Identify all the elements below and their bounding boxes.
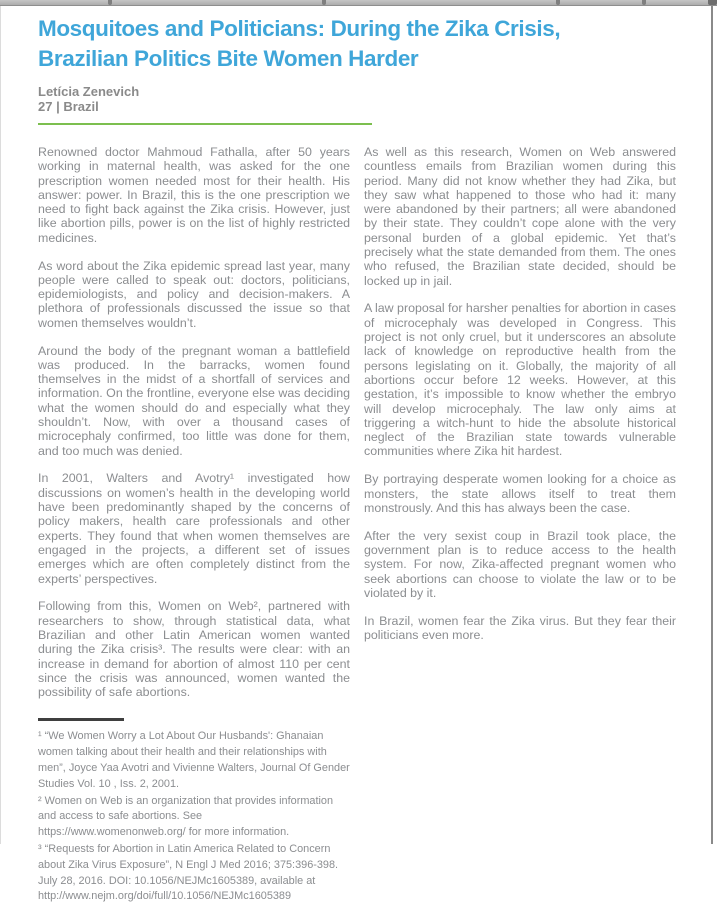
window-right-border — [711, 5, 713, 844]
article-columns — [38, 145, 676, 906]
column-left — [38, 145, 350, 906]
page-title-line2: Brazilian Politics Bite Women Harder — [38, 46, 419, 71]
page-title-line1: Mosquitoes and Politicians: During the Zika Crisis, — [38, 16, 561, 41]
paragraph: As word about the Zika epidemic spread last year, many people were called to speak out: doctors, politicians, epidemiologists, and policy and decision-makers. A plethora of professionals discussed the issue so that women themselves wouldn’t. — [38, 258, 350, 330]
page-title — [38, 14, 676, 74]
paragraph: In Brazil, women fear the Zika virus. But they fear their politicians even more. — [364, 613, 676, 642]
paragraph: As well as this research, Women on Web answered countless emails from Brazilian women during this period. Many did not know whether they had Zika, but they saw what happened to those who had it: many were abandoned by their partners; all were abandoned by their state. They couldn’t cope alone with the very personal burden of a global epidemic. Yet that’s precisely what the state demanded from them. The ones who refused, the Brazilian state decided, should be locked up in jail. — [364, 145, 676, 288]
title-underline-rule — [38, 123, 372, 125]
paragraph: Following from this, Women on Web², partnered with researchers to show, through statistical data, what Brazilian and other Latin American women wanted during the Zika crisis³. The results were clear: with an increase in demand for abortion of almost 110 per cent since the crisis was announced, women wanted the possibility of safe abortions. — [38, 599, 350, 700]
footnote: ³ “Requests for Abortion in Latin America Related to Concern about Zika Virus Exposure”, N Engl J Med 2016; 375:396-398. July 28, 2016. DOI: 10.1056/NEJMc1605389, available at http://www.nejm.org/doi/full/10.1056/NEJMc1605389 — [38, 842, 339, 903]
author-name: Letícia Zenevich — [38, 84, 140, 99]
footnote-separator-rule — [38, 718, 124, 721]
tab-separator — [556, 0, 560, 5]
paragraph: Around the body of the pregnant woman a battlefield was produced. In the barracks, women found themselves in the midst of a shortfall of services and information. On the frontline, everyone else was deciding what the women should do and especially what they shouldn’t. Now, with over a thousand cases of microcephaly confirmed, too little was done for them, and too much was denied. — [38, 343, 351, 458]
footnote: ² Women on Web is an organization that provides information and access to safe abortions. See https://www.womenonweb.org/ for more information. — [38, 794, 334, 839]
column-right — [364, 145, 676, 906]
window-left-border — [0, 0, 1, 844]
paragraph: A law proposal for harsher penalties for abortion in cases of microcephaly was developed in Congress. This project is not only cruel, but it underscores an absolute lack of knowledge on reproductive health from the persons legislating on it. Globally, the majority of all abortions occur before 12 weeks. However, at this gestation, it’s impossible to know whether the embryo will develop microcephaly. The law only aims at triggering a witch-hunt to hide the absolute historical neglect of the Brazilian state towards vulnerable communities where Zika hit hardest. — [364, 301, 677, 459]
paragraph: After the very sexist coup in Brazil took place, the government plan is to reduce access to the health system. For now, Zika-affected pregnant women who seek abortions can choose to violate the law or to be violated by it. — [364, 528, 676, 600]
paragraph: Renowned doctor Mahmoud Fathalla, after 50 years working in maternal health, was asked for the one prescription women needed most for their health. His answer: power. In Brazil, this is the one prescription we need to fight back against the Zika crisis. However, just like abortion pills, power is on the list of highly restricted medicines. — [38, 145, 350, 245]
paragraph: By portraying desperate women looking for a choice as monsters, the state allows itself to treat them monstrously. And this has always been the case. — [364, 472, 676, 515]
tab-separator — [642, 0, 646, 5]
footnote: ¹ “We Women Worry a Lot About Our Husbands': Ghanaian women talking about their health and their relationships with men”, Joyce Yaa Avotri and Vivienne Walters, Journal Of Gender Studies Vol. 10 , Iss. 2, 2001. — [38, 730, 350, 790]
tab-separator — [108, 0, 112, 5]
byline — [38, 84, 676, 114]
paragraph: In 2001, Walters and Avotry¹ investigated how discussions on women’s health in the developing world have been predominantly shaped by the concerns of policy makers, health care professionals and other experts. They found that when women themselves are engaged in the projects, a different set of issues emerges which are often completely distinct from the experts’ perspectives. — [38, 471, 350, 586]
footnotes-section — [38, 718, 350, 905]
article-content — [38, 6, 676, 906]
author-age-country: 27 | Brazil — [38, 99, 99, 114]
tab-bar-end-cap — [708, 0, 717, 5]
tab-separator — [322, 0, 326, 5]
browser-tab-bar-edge[interactable] — [0, 0, 717, 6]
